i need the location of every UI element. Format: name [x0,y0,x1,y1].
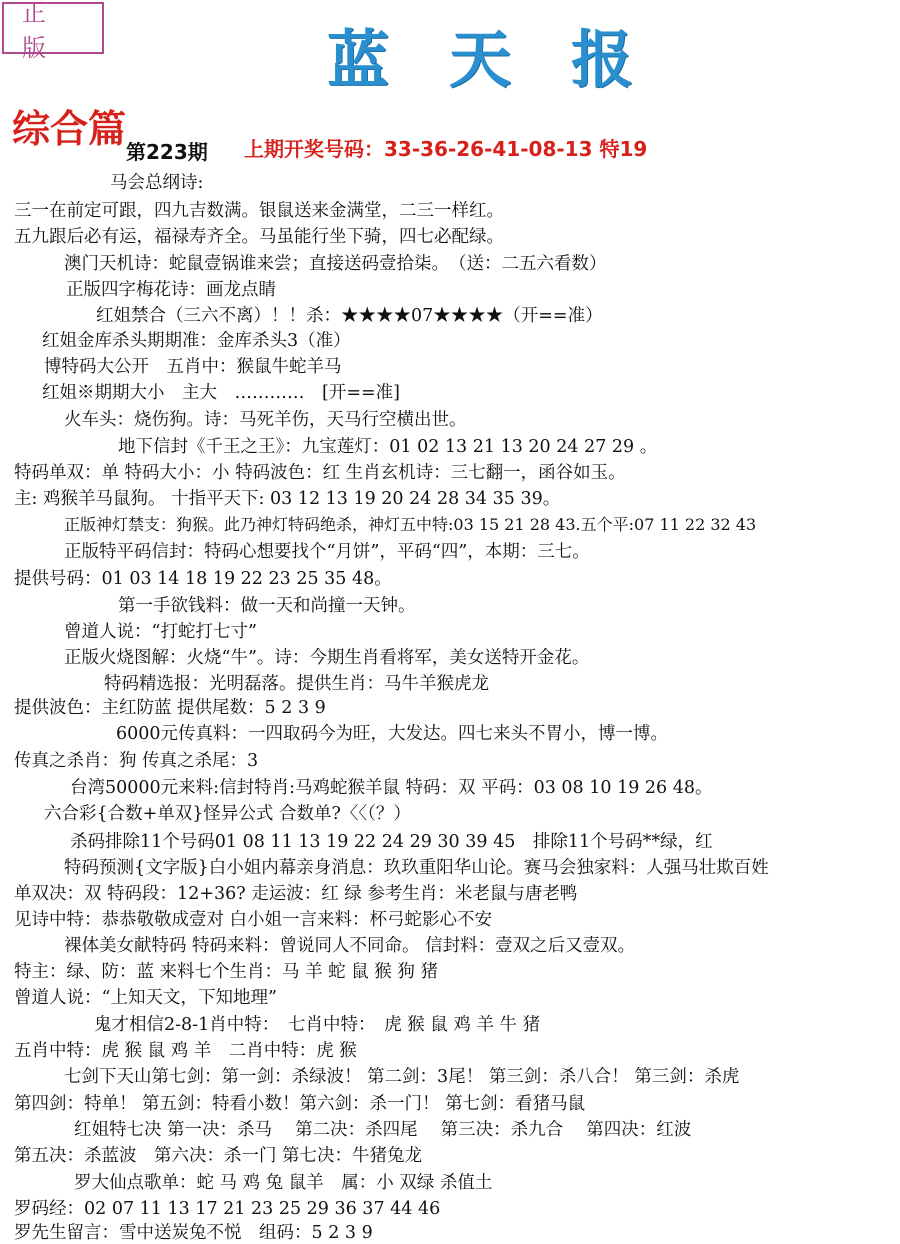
text-line: 特码预测{文字版}白小姐内幕亲身消息：玖玖重阳华山论。赛马会独家料：人强马壮欺百姓 [64,858,769,878]
last-draw-numbers: 上期开奖号码：33-36-26-41-08-13 特19 [244,137,648,161]
text-line: 六合彩{合数+单双}怪异公式 合数单?〈〈（？） [44,804,411,824]
text-line: 传真之杀肖：狗 传真之杀尾：3 [14,751,259,771]
text-line: 特码精选报：光明磊落。提供生肖：马牛羊猴虎龙 [104,674,489,694]
text-line: 鬼才相信2-8-1肖中特： 七肖中特： 虎 猴 鼠 鸡 羊 牛 猪 [94,1015,541,1035]
text-line: 罗先生留言：雪中送炭兔不悦 组码：5 2 3 9 [14,1223,373,1243]
text-line: 五九跟后必有运，福禄寿齐全。马虽能行坐下骑，四七必配绿。 [14,227,504,247]
text-line: 红姐特七决 第一决：杀马 第二决：杀四尾 第三决：杀九合 第四决：红波 [74,1120,692,1140]
text-line: 提供波色：主红防蓝 提供尾数：5 2 3 9 [14,698,326,718]
text-line: 马会总纲诗: [110,173,204,193]
text-line: 提供号码：01 03 14 18 19 22 23 25 35 48。 [14,569,392,589]
text-line: 红姐※期期大小 主大 ………… [开==准] [42,383,400,403]
authentic-badge: 正版 [2,2,104,54]
text-line: 五肖中特：虎 猴 鼠 鸡 羊 二肖中特：虎 猴 [14,1041,357,1061]
text-line: 澳门天机诗：蛇鼠壹锅谁来尝；直接送码壹拾柒。 （送：二五六看数） [64,254,607,274]
text-line: 正版神灯禁支：狗猴。此乃神灯特码绝杀，神灯五中特:03 15 21 28 43.五个平:07 11 22 32 43 [64,515,757,534]
text-line: 正版特平码信封：特码心想要找个“月饼”，平码“四”，本期：三七。 [64,542,590,562]
text-line: 红姐金库杀头期期准：金库杀头3（准） [42,331,351,351]
text-line: 单双决：双 特码段：12+36? 走运波：红 绿 参考生肖：米老鼠与唐老鸭 [14,884,578,904]
page-title: 蓝天报 [326,23,693,96]
text-line: 正版火烧图解：火烧“牛”。诗：今期生肖看将军，美女送特开金花。 [64,648,590,668]
text-line: 特码单双：单 特码大小：小 特码波色：红 生肖玄机诗：三七翻一，函谷如玉。 [14,463,626,483]
text-line: 火车头：烧伤狗。诗：马死羊伤，天马行空横出世。 [64,410,467,430]
section-title: 综合篇 [12,106,127,151]
text-line: 第一手欲钱料：做一天和尚撞一天钟。 [118,596,416,616]
text-line: 红姐禁合（三六不离）！！杀：★★★★07★★★★（开==准） [96,306,603,326]
issue-number: 第223期 [126,140,208,164]
text-line: 罗大仙点歌单：蛇 马 鸡 兔 鼠羊 属：小 双绿 杀值土 [74,1173,493,1193]
text-line: 七剑下天山第七剑：第一剑：杀绿波！ 第二剑：3尾！ 第三剑：杀八合！ 第三剑：杀虎 [64,1067,740,1087]
text-line: 地下信封《千王之王》：九宝莲灯：01 02 13 21 13 20 24 27 29 。 [118,437,658,457]
text-line: 罗码经：02 07 11 13 17 21 23 25 29 36 37 44 46 [14,1199,441,1219]
text-line: 曾道人说：“打蛇打七寸” [64,622,257,642]
text-line: 主: 鸡猴羊马鼠狗。 十指平天下: 03 12 13 19 20 24 28 34 35 39。 [14,489,561,509]
text-line: 6000元传真料：一四取码今为旺，大发达。四七来头不胃小，博一博。 [116,724,669,744]
text-line: 见诗中特：恭恭敬敬成壹对 白小姐一言来料：杯弓蛇影心不安 [14,910,493,930]
text-line: 杀码排除11个号码01 08 11 13 19 22 24 29 30 39 45 排除11个号码**绿，红 [70,832,713,852]
text-line: 第四剑：特单！ 第五剑：特看小数！第六剑：杀一门！ 第七剑：看猪马鼠 [14,1094,586,1114]
text-line: 特主：绿、防：蓝 来料七个生肖：马 羊 蛇 鼠 猴 狗 猪 [14,962,438,982]
text-line: 博特码大公开 五肖中：猴鼠牛蛇羊马 [44,357,342,377]
text-line: 三一在前定可跟，四九吉数满。银鼠送来金满堂，二三一样红。 [14,201,504,221]
text-line: 裸体美女献特码 特码来料：曾说同人不同命。 信封料：壹双之后又壹双。 [64,936,636,956]
text-line: 曾道人说：“上知天文，下知地理” [14,988,277,1008]
text-line: 正版四字梅花诗：画龙点睛 [66,280,276,300]
text-line: 第五决：杀蓝波 第六决：杀一门 第七决：牛猪兔龙 [14,1146,423,1166]
text-line: 台湾50000元来料:信封特肖:马鸡蛇猴羊鼠 特码：双 平码：03 08 10 19 26 48。 [70,778,713,798]
